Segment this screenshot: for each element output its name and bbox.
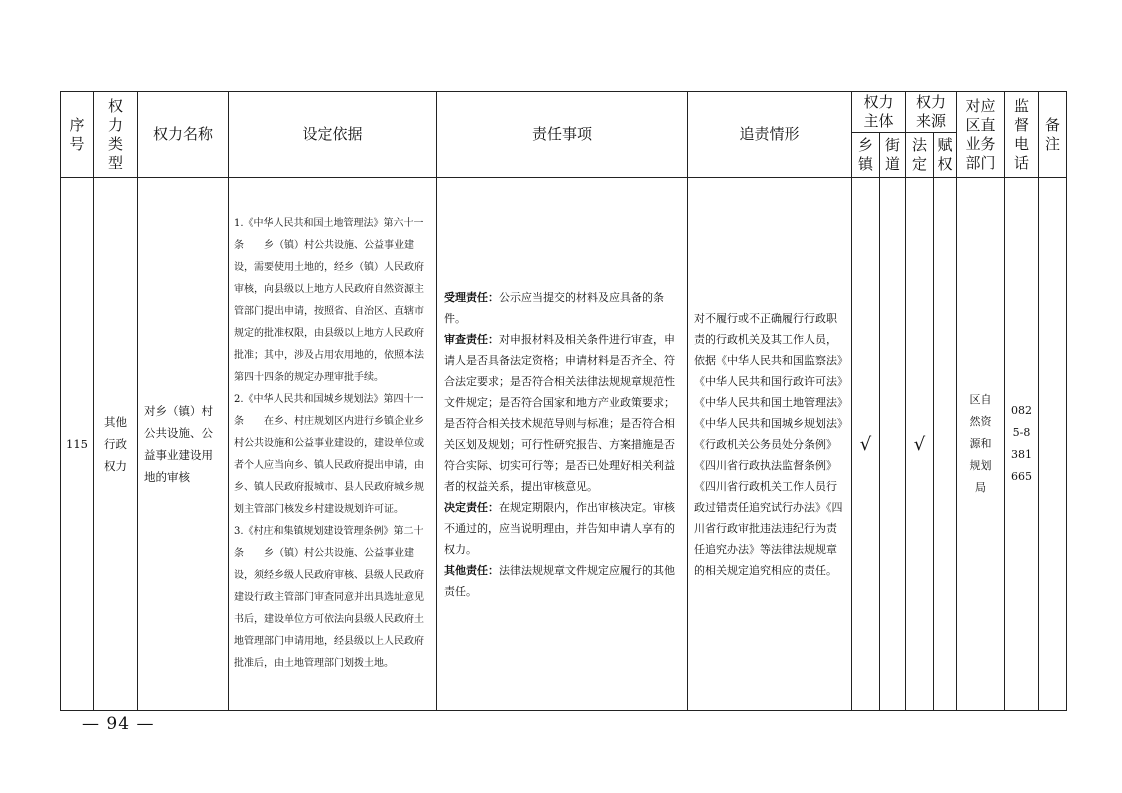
- row-type: 其他行政权力: [94, 178, 138, 711]
- header-responsibility: 责任事项: [437, 92, 688, 178]
- header-subject-town: 乡镇: [852, 133, 880, 178]
- row-department: 区自然资源和规划局: [957, 178, 1005, 711]
- header-subject-street: 街道: [880, 133, 906, 178]
- header-seq: 序号: [61, 92, 94, 178]
- resp-item: 其他责任：法律法规规章文件规定应履行的其他责任。: [444, 563, 675, 598]
- header-source-legal: 法定: [906, 133, 934, 178]
- resp-item: 审查责任：对申报材料及相关条件进行审查，申请人是否具备法定资格；申请材料是否齐全、符合法定要求；是否符合相关法律法规规章规范性文件规定；是否符合国家和地方产业政策要求；是否符合相关技术规范导则与标准；是否符合相关区划及规划；可行性研究报告、方案措施是否符合实际、切实可行等；是否已处理好相关利益者的权益关系，提出审核意见。: [444, 332, 675, 493]
- row-accountability: 对不履行或不正确履行行政职责的行政机关及其工作人员，依据《中华人民共和国监察法》《中华人民共和国行政许可法》《中华人民共和国土地管理法》《中华人民共和国城乡规划法》《行政机关公务员处分条例》《四川省行政执法监督条例》《四川省行政机关工作人员行政过错责任追究试行办法》《四川省行政审批违法违纪行为责任追究办法》等法律法规规章的相关规定追究相应的责任。: [688, 178, 852, 711]
- header-source-grant: 赋权: [934, 133, 957, 178]
- row-phone: 0825-8381665: [1005, 178, 1039, 711]
- header-accountability: 追责情形: [688, 92, 852, 178]
- row-basis: [229, 178, 437, 711]
- basis-item: 1.《中华人民共和国土地管理法》第六十一条 乡（镇）村公共设施、公益事业建设，需要使用土地的，经乡（镇）人民政府审核，向县级以上地方人民政府自然资源主管部门提出申请，按照省、自治区、直辖市规定的批准权限，由县级以上地方人民政府批准；其中，涉及占用农用地的，依照本法第四十四条的规定办理审批手续。: [234, 218, 424, 383]
- header-source: 权力来源: [906, 92, 957, 133]
- header-phone: 监督电话: [1005, 92, 1039, 178]
- row-subject-town-check: √: [852, 178, 880, 711]
- resp-item: 受理责任：公示应当提交的材料及应具备的条件。: [444, 290, 664, 325]
- row-subject-street-check: [880, 178, 906, 711]
- page-number: — 94 —: [82, 714, 155, 734]
- row-source-legal-check: √: [906, 178, 934, 711]
- row-power-name: 对乡（镇）村公共设施、公益事业建设用地的审核: [138, 178, 229, 711]
- basis-item: 3.《村庄和集镇规划建设管理条例》第二十条 乡（镇）村公共设施、公益事业建设，须经乡级人民政府审核、县级人民政府建设行政主管部门审查同意并出具选址意见书后，建设单位方可依法向县级人民政府土地管理部门申请用地，经县级以上人民政府批准后，由土地管理部门划拨土地。: [234, 526, 424, 669]
- resp-item: 决定责任：在规定期限内，作出审核决定。审核不通过的，应当说明理由，并告知申请人享有的权力。: [444, 500, 675, 556]
- row-seq: 115: [61, 178, 94, 711]
- basis-item: 2.《中华人民共和国城乡规划法》第四十一条 在乡、村庄规划区内进行乡镇企业乡村公共设施和公益事业建设的，建设单位或者个人应当向乡、镇人民政府提出申请，由乡、镇人民政府报城市、县人民政府城乡规划主管部门核发乡村建设规划许可证。: [234, 394, 424, 515]
- header-remark: 备注: [1039, 92, 1067, 178]
- row-remark: [1039, 178, 1067, 711]
- header-type: 权力类型: [94, 92, 138, 178]
- power-list-table: [60, 91, 1067, 711]
- header-subject: 权力主体: [852, 92, 906, 133]
- header-name: 权力名称: [138, 92, 229, 178]
- row-source-grant-check: [934, 178, 957, 711]
- header-basis: 设定依据: [229, 92, 437, 178]
- header-department: 对应区直业务部门: [957, 92, 1005, 178]
- row-responsibility: [437, 178, 688, 711]
